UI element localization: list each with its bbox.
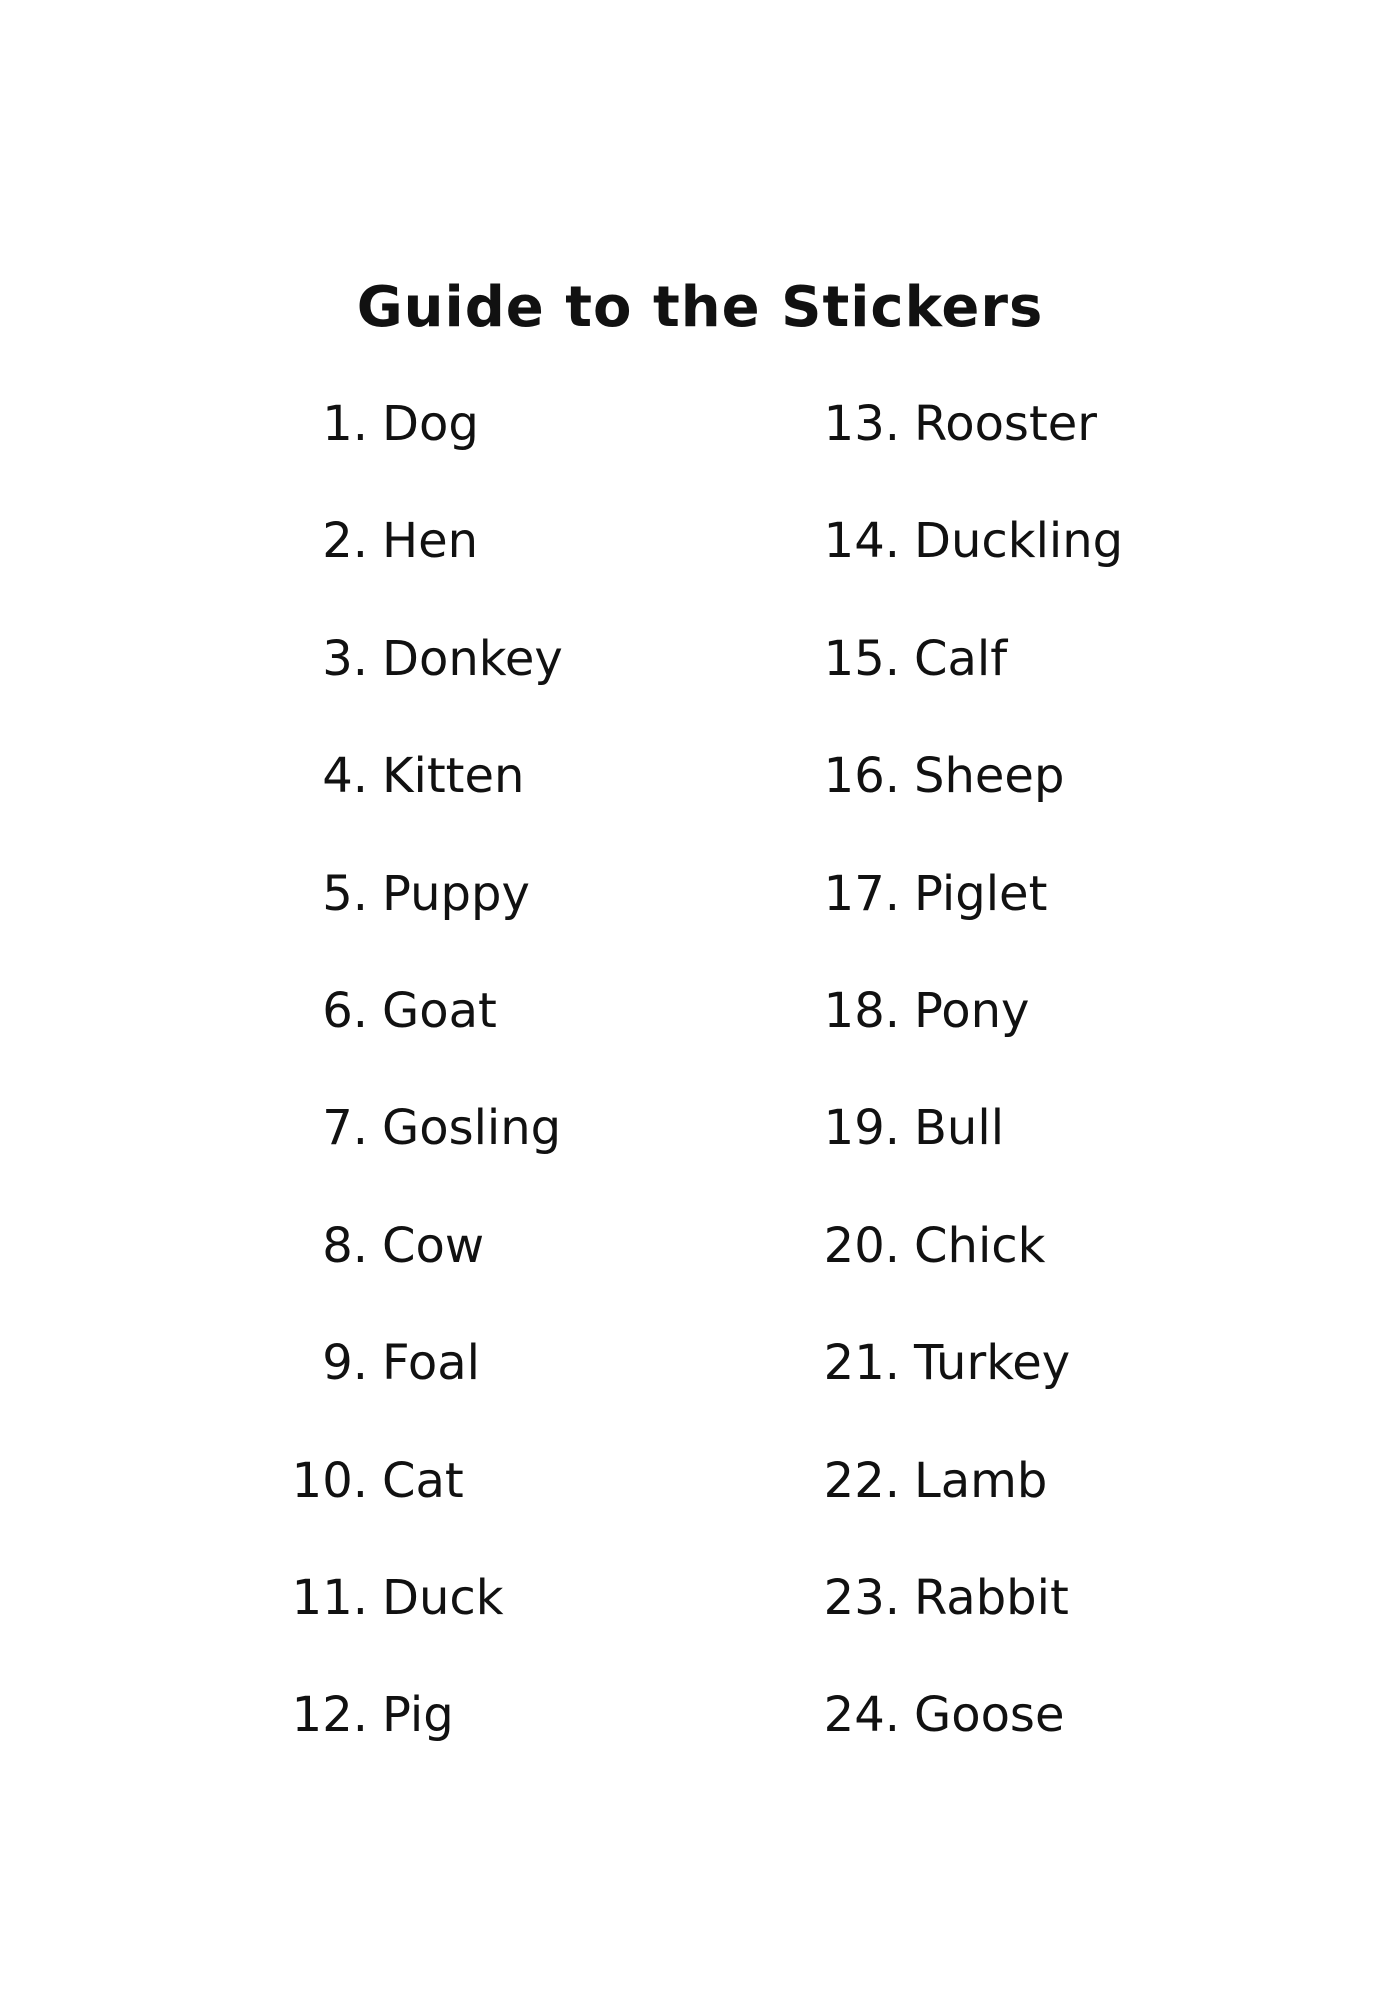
item-name: Cat xyxy=(382,1452,464,1509)
item-number: 10. xyxy=(291,1452,368,1509)
list-item xyxy=(290,1564,563,1681)
list-item xyxy=(822,1094,1123,1211)
list-item xyxy=(822,1681,1123,1798)
item-number: 6. xyxy=(322,982,368,1039)
list-item xyxy=(290,507,563,624)
item-name: Bull xyxy=(914,1100,1005,1157)
item-name: Gosling xyxy=(382,1100,562,1157)
item-name: Foal xyxy=(382,1335,481,1392)
list-item xyxy=(290,1329,563,1446)
list-item xyxy=(290,625,563,742)
list-item xyxy=(822,1212,1123,1329)
item-number: 1. xyxy=(322,396,368,452)
list-item xyxy=(822,742,1123,859)
item-name: Duckling xyxy=(914,513,1124,570)
list-item xyxy=(822,860,1123,977)
item-number: 7. xyxy=(322,1100,368,1157)
item-name: Rooster xyxy=(914,396,1098,452)
list-item xyxy=(822,1564,1123,1681)
item-name: Kitten xyxy=(382,748,525,805)
item-number: 8. xyxy=(322,1217,368,1274)
item-name: Cow xyxy=(382,1217,485,1274)
item-name: Duck xyxy=(382,1569,504,1626)
list-item xyxy=(290,1212,563,1329)
list-item xyxy=(822,625,1123,742)
item-number: 5. xyxy=(322,865,368,922)
list-item xyxy=(290,1094,563,1211)
item-name: Dog xyxy=(382,396,479,452)
list-item xyxy=(290,1447,563,1564)
page-title: Guide to the Stickers xyxy=(356,275,1044,340)
list-item xyxy=(822,1447,1123,1564)
list-item xyxy=(290,977,563,1094)
list-item xyxy=(290,1681,563,1798)
item-name: Sheep xyxy=(914,748,1065,805)
list-item xyxy=(822,977,1123,1094)
item-number: 17. xyxy=(823,865,900,922)
item-number: 14. xyxy=(823,513,900,570)
list-item xyxy=(822,390,1123,507)
item-name: Pony xyxy=(914,982,1030,1039)
item-number: 3. xyxy=(322,630,368,687)
item-name: Lamb xyxy=(914,1452,1048,1509)
item-name: Goose xyxy=(914,1687,1065,1744)
item-number: 18. xyxy=(823,982,900,1039)
item-number: 21. xyxy=(823,1335,900,1392)
item-number: 22. xyxy=(823,1452,900,1509)
item-number: 13. xyxy=(823,396,900,452)
list-item xyxy=(290,742,563,859)
item-number: 15. xyxy=(823,630,900,687)
list-item xyxy=(822,507,1123,624)
list-item xyxy=(290,390,563,507)
item-number: 16. xyxy=(823,748,900,805)
sticker-list-left xyxy=(290,390,563,1799)
item-number: 24. xyxy=(823,1687,900,1744)
item-number: 4. xyxy=(322,748,368,805)
item-name: Rabbit xyxy=(914,1569,1069,1626)
item-name: Pig xyxy=(382,1687,454,1744)
item-number: 19. xyxy=(823,1100,900,1157)
item-name: Goat xyxy=(382,982,497,1039)
item-name: Turkey xyxy=(914,1335,1071,1392)
item-number: 9. xyxy=(322,1335,368,1392)
item-name: Hen xyxy=(382,513,479,570)
item-number: 12. xyxy=(291,1687,368,1744)
item-name: Puppy xyxy=(382,865,530,922)
item-number: 20. xyxy=(823,1217,900,1274)
item-number: 11. xyxy=(291,1569,368,1626)
item-number: 23. xyxy=(823,1569,900,1626)
item-name: Chick xyxy=(914,1217,1046,1274)
item-name: Donkey xyxy=(382,630,563,687)
item-name: Piglet xyxy=(914,865,1048,922)
item-name: Calf xyxy=(914,630,1008,687)
sticker-list-right xyxy=(822,390,1123,1799)
list-item xyxy=(822,1329,1123,1446)
item-number: 2. xyxy=(322,513,368,570)
list-item xyxy=(290,860,563,977)
